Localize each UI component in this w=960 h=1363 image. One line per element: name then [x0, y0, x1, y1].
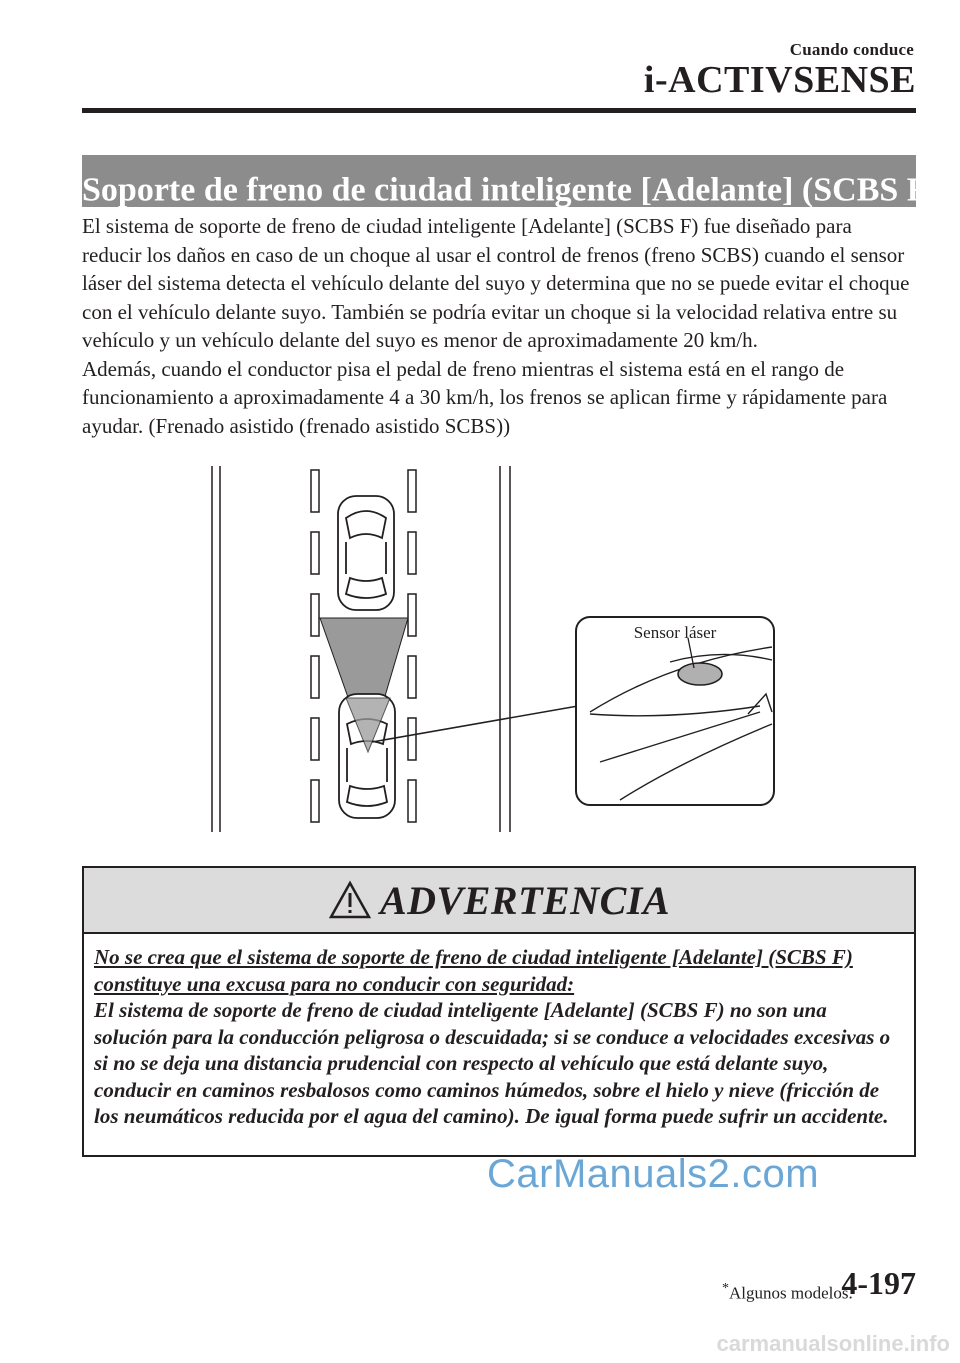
warning-triangle-icon — [328, 880, 372, 920]
body-paragraph-1: El sistema de soporte de freno de ciudad inteligente [Adelante] (SCBS F) fue diseñado para reducir los daños en caso de un choque al usar el control de frenos (freno SCBS) cuando el sensor láser del sistema detecta el vehículo delante del suyo y determina que no se puede evitar el choque con el vehículo delante suyo. También se podría evitar un choque si la velocidad relativa entre su vehículo y un vehículo delante del suyo es menor de aproximadamente 20 km/h. — [82, 214, 910, 352]
section-title-bar — [82, 155, 952, 209]
scbs-figure — [200, 462, 780, 834]
front-car-icon — [338, 496, 394, 610]
warning-title: ADVERTENCIA — [379, 877, 671, 923]
laser-sensor-icon — [678, 663, 722, 685]
footer-star: * — [722, 1281, 729, 1296]
section-star: * — [940, 168, 952, 193]
watermark-corner: carmanualsonline.info — [716, 1331, 950, 1356]
footer-note — [722, 1281, 853, 1304]
sensor-inset — [576, 617, 774, 805]
watermark-center: CarManuals2.com — [487, 1152, 820, 1196]
warning-lead: No se crea que el sistema de soporte de freno de ciudad inteligente [Adelante] (SCBS F) constituye una excusa para no conducir con seguridad: — [94, 945, 853, 996]
header-rule — [82, 108, 916, 113]
footer-note-text: Algunos modelos. — [729, 1283, 853, 1303]
body-paragraph-2: Además, cuando el conductor pisa el pedal de freno mientras el sistema está en el rango de funcionamiento a aproximadamente 4 a 30 km/h, los frenos se aplican firme y rápidamente para ayudar. (Frenado asistido (frenado asistido SCBS)) — [82, 356, 888, 438]
header-title: i-ACTIVSENSE — [643, 59, 916, 101]
warning-text: El sistema de soporte de freno de ciudad inteligente [Adelante] (SCBS F) no son una solución para la conducción peligrosa o descuidada; si se conduce a velocidades excesivas o si no se deja una distancia prudencial con respecto al vehículo que está delante suyo, conducir en caminos resbalosos como caminos húmedos, sobre el hielo y nieve (fricción de los neumáticos reducida por el agua del camino). De igual forma puede sufrir un accidente. — [94, 998, 891, 1128]
body-text — [82, 212, 916, 440]
warning-box — [82, 866, 916, 1157]
road-diagram — [200, 462, 780, 834]
section-title: Soporte de freno de ciudad inteligente [Adelante] (SCBS F) — [82, 171, 939, 209]
page-number: 4-197 — [841, 1265, 916, 1301]
warning-header — [84, 868, 914, 934]
warning-body — [84, 934, 914, 1130]
header-subtitle: Cuando conduce — [789, 40, 914, 59]
sensor-label: Sensor láser — [633, 623, 717, 642]
leader-line — [372, 706, 578, 742]
